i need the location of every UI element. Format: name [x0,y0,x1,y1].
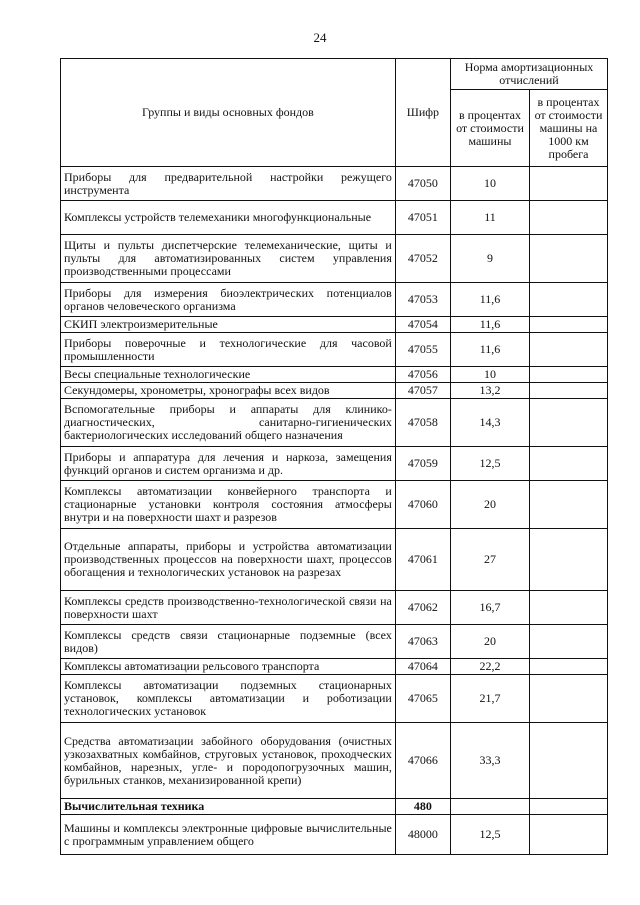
row-code: 47065 [395,675,450,723]
row-name: Комплексы автоматизации рельсового транспорта [61,659,396,675]
table-row [61,383,608,399]
row-pct-cost: 16,7 [450,591,529,625]
row-pct-1000km [529,799,607,815]
table-row [61,529,608,591]
row-name: Вычислительная техника [61,799,396,815]
row-pct-1000km [529,383,607,399]
page-number: 24 [313,30,327,45]
row-code: 47056 [395,367,450,383]
row-pct-1000km [529,815,607,855]
header-pct-1000km: в процентах от стоимости машины на 1000 км пробега [529,90,607,167]
row-pct-1000km [529,723,607,799]
row-pct-1000km [529,201,607,235]
row-pct-cost: 12,5 [450,447,529,481]
row-code: 47058 [395,399,450,447]
table-row [61,481,608,529]
row-pct-cost: 13,2 [450,383,529,399]
row-code: 47050 [395,167,450,201]
row-name: Приборы для измерения биоэлектрических потенциалов органов человеческого организма [61,283,396,317]
row-name: Отдельные аппараты, приборы и устройства автоматизации производственных процессов на поверхности шахт, процессов обогащения и технологических установок на разрезах [61,529,396,591]
row-name: Комплексы автоматизации подземных стационарных установок, комплексы автоматизации и роботизации технологических установок [61,675,396,723]
row-name: Приборы и аппаратура для лечения и наркоза, замещения функций органов и систем организма и др. [61,447,396,481]
table-row [61,167,608,201]
row-pct-1000km [529,481,607,529]
row-pct-1000km [529,625,607,659]
table-row [61,625,608,659]
header-norm: Норма амортизационных отчислений [450,59,607,90]
row-pct-cost: 11,6 [450,333,529,367]
table-row [61,659,608,675]
row-pct-1000km [529,317,607,333]
row-pct-1000km [529,167,607,201]
row-code: 47064 [395,659,450,675]
row-pct-cost: 27 [450,529,529,591]
row-pct-cost: 14,3 [450,399,529,447]
row-pct-1000km [529,659,607,675]
row-code: 47062 [395,591,450,625]
row-pct-1000km [529,367,607,383]
table-row [61,675,608,723]
row-pct-cost: 11,6 [450,283,529,317]
row-pct-cost: 10 [450,367,529,383]
row-code: 47059 [395,447,450,481]
table-row [61,447,608,481]
table-row [61,283,608,317]
row-pct-1000km [529,447,607,481]
table-row [61,317,608,333]
row-name: Комплексы средств связи стационарные подземные (всех видов) [61,625,396,659]
row-name: Комплексы автоматизации конвейерного транспорта и стационарные установки контроля состояния атмосферы внутри и на поверхности шахт и разрезов [61,481,396,529]
row-name: Машины и комплексы электронные цифровые вычислительные с программным управлением общего [61,815,396,855]
row-name: Приборы для предварительной настройки режущего инструмента [61,167,396,201]
row-pct-cost [450,799,529,815]
row-code: 47057 [395,383,450,399]
row-pct-1000km [529,235,607,283]
row-name: Приборы поверочные и технологические для часовой промышленности [61,333,396,367]
header-group: Группы и виды основных фондов [61,59,396,167]
row-code: 47055 [395,333,450,367]
row-pct-1000km [529,333,607,367]
header-code: Шифр [395,59,450,167]
row-pct-cost: 9 [450,235,529,283]
row-code: 47052 [395,235,450,283]
row-code: 47051 [395,201,450,235]
depreciation-table [60,58,608,855]
row-pct-1000km [529,283,607,317]
table-row [61,399,608,447]
row-pct-cost: 11 [450,201,529,235]
table-row [61,799,608,815]
row-pct-1000km [529,399,607,447]
row-code: 47053 [395,283,450,317]
row-name: Комплексы устройств телемеханики многофункциональные [61,201,396,235]
row-code: 48000 [395,815,450,855]
row-name: Весы специальные технологические [61,367,396,383]
table-row [61,333,608,367]
row-pct-cost: 22,2 [450,659,529,675]
row-name: Средства автоматизации забойного оборудования (очистных узкозахватных комбайнов, струговых установок, проходческих комбайнов, нарезных, угле- и породопогрузочных машин, бурильных станков, механизированной крепи) [61,723,396,799]
row-pct-cost: 20 [450,481,529,529]
row-code: 480 [395,799,450,815]
table-row [61,201,608,235]
row-code: 47066 [395,723,450,799]
row-pct-cost: 11,6 [450,317,529,333]
row-code: 47061 [395,529,450,591]
row-code: 47063 [395,625,450,659]
row-pct-1000km [529,675,607,723]
row-name: Комплексы средств производственно-технологической связи на поверхности шахт [61,591,396,625]
row-pct-cost: 10 [450,167,529,201]
row-name: Вспомогательные приборы и аппараты для клинико-диагностических, санитарно-гигиенических бактериологических исследований общего назначения [61,399,396,447]
row-code: 47060 [395,481,450,529]
table-row [61,723,608,799]
table-row [61,591,608,625]
row-pct-cost: 21,7 [450,675,529,723]
row-pct-cost: 12,5 [450,815,529,855]
row-pct-cost: 20 [450,625,529,659]
row-pct-1000km [529,591,607,625]
row-pct-1000km [529,529,607,591]
table-row [61,815,608,855]
table-row [61,367,608,383]
row-name: Щиты и пульты диспетчерские телемеханические, щиты и пульты для автоматизированных систем управления производственными процессами [61,235,396,283]
row-name: СКИП электроизмерительные [61,317,396,333]
table-row [61,235,608,283]
row-name: Секундомеры, хронометры, хронографы всех видов [61,383,396,399]
header-pct-cost: в процентах от стоимости машины [450,90,529,167]
row-code: 47054 [395,317,450,333]
row-pct-cost: 33,3 [450,723,529,799]
